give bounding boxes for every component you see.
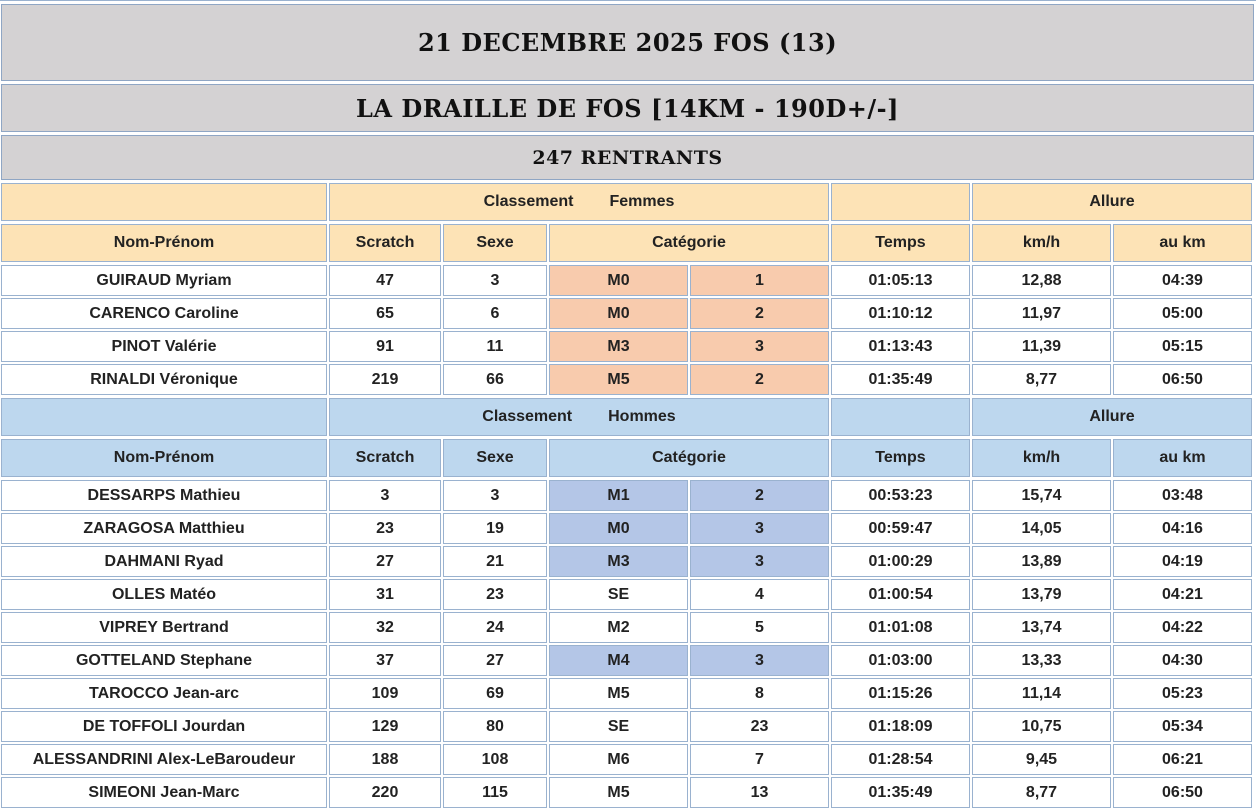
runner-name: SIMEONI Jean-Marc xyxy=(1,777,327,808)
category-code: M0 xyxy=(549,265,688,296)
runner-name: TAROCCO Jean-arc xyxy=(1,678,327,709)
men-section-title xyxy=(329,398,829,436)
category-code: M5 xyxy=(549,678,688,709)
category-rank: 23 xyxy=(690,711,829,742)
runner-name: DE TOFFOLI Jourdan xyxy=(1,711,327,742)
category-code: M5 xyxy=(549,364,688,395)
pace-per-km: 06:21 xyxy=(1113,744,1252,775)
scratch-rank: 27 xyxy=(329,546,441,577)
sex-rank: 24 xyxy=(443,612,547,643)
category-rank: 13 xyxy=(690,777,829,808)
men-header-blank-2 xyxy=(831,398,970,436)
category-rank: 7 xyxy=(690,744,829,775)
category-rank: 2 xyxy=(690,480,829,511)
women-col-sexe: Sexe xyxy=(443,224,547,262)
scratch-rank: 109 xyxy=(329,678,441,709)
finish-time: 00:53:23 xyxy=(831,480,970,511)
scratch-rank: 188 xyxy=(329,744,441,775)
women-col-kmh: km/h xyxy=(972,224,1111,262)
table-top-edge xyxy=(0,0,1256,1)
category-code: M5 xyxy=(549,777,688,808)
men-col-temps: Temps xyxy=(831,439,970,477)
speed-kmh: 8,77 xyxy=(972,777,1111,808)
women-header-blank xyxy=(1,183,327,221)
sex-rank: 6 xyxy=(443,298,547,329)
category-code: M4 xyxy=(549,645,688,676)
sex-rank: 21 xyxy=(443,546,547,577)
finish-time: 01:00:29 xyxy=(831,546,970,577)
runner-name: VIPREY Bertrand xyxy=(1,612,327,643)
runner-name: CARENCO Caroline xyxy=(1,298,327,329)
category-rank: 5 xyxy=(690,612,829,643)
women-col-temps: Temps xyxy=(831,224,970,262)
sex-rank: 115 xyxy=(443,777,547,808)
category-code: SE xyxy=(549,711,688,742)
pace-per-km: 06:50 xyxy=(1113,777,1252,808)
category-code: M1 xyxy=(549,480,688,511)
finish-time: 01:03:00 xyxy=(831,645,970,676)
men-col-name: Nom-Prénom xyxy=(1,439,327,477)
runner-name: RINALDI Véronique xyxy=(1,364,327,395)
sex-rank: 23 xyxy=(443,579,547,610)
finish-time: 01:13:43 xyxy=(831,331,970,362)
scratch-rank: 47 xyxy=(329,265,441,296)
sex-rank: 27 xyxy=(443,645,547,676)
speed-kmh: 15,74 xyxy=(972,480,1111,511)
finish-time: 01:28:54 xyxy=(831,744,970,775)
speed-kmh: 14,05 xyxy=(972,513,1111,544)
finish-time: 01:15:26 xyxy=(831,678,970,709)
finish-time: 01:10:12 xyxy=(831,298,970,329)
men-col-scratch: Scratch xyxy=(329,439,441,477)
race-title: LA DRAILLE DE FOS [14KM - 190D+/-] xyxy=(1,84,1254,132)
category-rank: 3 xyxy=(690,645,829,676)
women-section-label-left: Classement xyxy=(483,193,574,210)
speed-kmh: 9,45 xyxy=(972,744,1111,775)
men-allure-label: Allure xyxy=(972,398,1252,436)
scratch-rank: 23 xyxy=(329,513,441,544)
speed-kmh: 13,33 xyxy=(972,645,1111,676)
women-col-name: Nom-Prénom xyxy=(1,224,327,262)
women-allure-label: Allure xyxy=(972,183,1252,221)
scratch-rank: 32 xyxy=(329,612,441,643)
runner-name: ALESSANDRINI Alex-LeBaroudeur xyxy=(1,744,327,775)
women-col-aukm: au km xyxy=(1113,224,1252,262)
pace-per-km: 05:23 xyxy=(1113,678,1252,709)
finish-time: 00:59:47 xyxy=(831,513,970,544)
pace-per-km: 03:48 xyxy=(1113,480,1252,511)
sex-rank: 3 xyxy=(443,265,547,296)
runner-name: OLLES Matéo xyxy=(1,579,327,610)
men-col-aukm: au km xyxy=(1113,439,1252,477)
category-code: M0 xyxy=(549,513,688,544)
women-section-label-right: Femmes xyxy=(609,193,675,210)
category-rank: 3 xyxy=(690,546,829,577)
pace-per-km: 04:21 xyxy=(1113,579,1252,610)
runner-name: PINOT Valérie xyxy=(1,331,327,362)
scratch-rank: 31 xyxy=(329,579,441,610)
pace-per-km: 04:22 xyxy=(1113,612,1252,643)
scratch-rank: 91 xyxy=(329,331,441,362)
finish-time: 01:35:49 xyxy=(831,777,970,808)
category-code: SE xyxy=(549,579,688,610)
speed-kmh: 13,89 xyxy=(972,546,1111,577)
scratch-rank: 37 xyxy=(329,645,441,676)
pace-per-km: 05:00 xyxy=(1113,298,1252,329)
pace-per-km: 04:30 xyxy=(1113,645,1252,676)
scratch-rank: 220 xyxy=(329,777,441,808)
scratch-rank: 129 xyxy=(329,711,441,742)
category-rank: 2 xyxy=(690,298,829,329)
speed-kmh: 12,88 xyxy=(972,265,1111,296)
speed-kmh: 13,74 xyxy=(972,612,1111,643)
category-rank: 4 xyxy=(690,579,829,610)
runner-name: GUIRAUD Myriam xyxy=(1,265,327,296)
category-rank: 3 xyxy=(690,513,829,544)
men-col-sexe: Sexe xyxy=(443,439,547,477)
category-rank: 3 xyxy=(690,331,829,362)
category-rank: 1 xyxy=(690,265,829,296)
runner-name: DAHMANI Ryad xyxy=(1,546,327,577)
sex-rank: 66 xyxy=(443,364,547,395)
speed-kmh: 13,79 xyxy=(972,579,1111,610)
women-header-blank-2 xyxy=(831,183,970,221)
sex-rank: 11 xyxy=(443,331,547,362)
speed-kmh: 11,14 xyxy=(972,678,1111,709)
category-code: M3 xyxy=(549,546,688,577)
men-header-blank xyxy=(1,398,327,436)
finish-time: 01:18:09 xyxy=(831,711,970,742)
sex-rank: 108 xyxy=(443,744,547,775)
men-section-label-right: Hommes xyxy=(608,408,676,425)
women-col-categorie: Catégorie xyxy=(549,224,829,262)
men-section-label-left: Classement xyxy=(482,408,573,425)
runner-name: GOTTELAND Stephane xyxy=(1,645,327,676)
finish-time: 01:01:08 xyxy=(831,612,970,643)
category-rank: 8 xyxy=(690,678,829,709)
pace-per-km: 05:34 xyxy=(1113,711,1252,742)
pace-per-km: 04:19 xyxy=(1113,546,1252,577)
speed-kmh: 10,75 xyxy=(972,711,1111,742)
women-section-title xyxy=(329,183,829,221)
speed-kmh: 11,97 xyxy=(972,298,1111,329)
scratch-rank: 3 xyxy=(329,480,441,511)
men-col-kmh: km/h xyxy=(972,439,1111,477)
pace-per-km: 04:39 xyxy=(1113,265,1252,296)
category-code: M3 xyxy=(549,331,688,362)
finish-time: 01:05:13 xyxy=(831,265,970,296)
speed-kmh: 8,77 xyxy=(972,364,1111,395)
sex-rank: 19 xyxy=(443,513,547,544)
sex-rank: 80 xyxy=(443,711,547,742)
category-rank: 2 xyxy=(690,364,829,395)
sex-rank: 69 xyxy=(443,678,547,709)
finish-time: 01:35:49 xyxy=(831,364,970,395)
sex-rank: 3 xyxy=(443,480,547,511)
category-code: M2 xyxy=(549,612,688,643)
pace-per-km: 04:16 xyxy=(1113,513,1252,544)
pace-per-km: 06:50 xyxy=(1113,364,1252,395)
scratch-rank: 65 xyxy=(329,298,441,329)
event-date-title: 21 DECEMBRE 2025 FOS (13) xyxy=(1,4,1254,81)
category-code: M6 xyxy=(549,744,688,775)
men-col-categorie: Catégorie xyxy=(549,439,829,477)
finish-time: 01:00:54 xyxy=(831,579,970,610)
pace-per-km: 05:15 xyxy=(1113,331,1252,362)
women-col-scratch: Scratch xyxy=(329,224,441,262)
category-code: M0 xyxy=(549,298,688,329)
runner-name: DESSARPS Mathieu xyxy=(1,480,327,511)
runner-name: ZARAGOSA Matthieu xyxy=(1,513,327,544)
participants-count: 247 RENTRANTS xyxy=(1,135,1254,180)
speed-kmh: 11,39 xyxy=(972,331,1111,362)
scratch-rank: 219 xyxy=(329,364,441,395)
